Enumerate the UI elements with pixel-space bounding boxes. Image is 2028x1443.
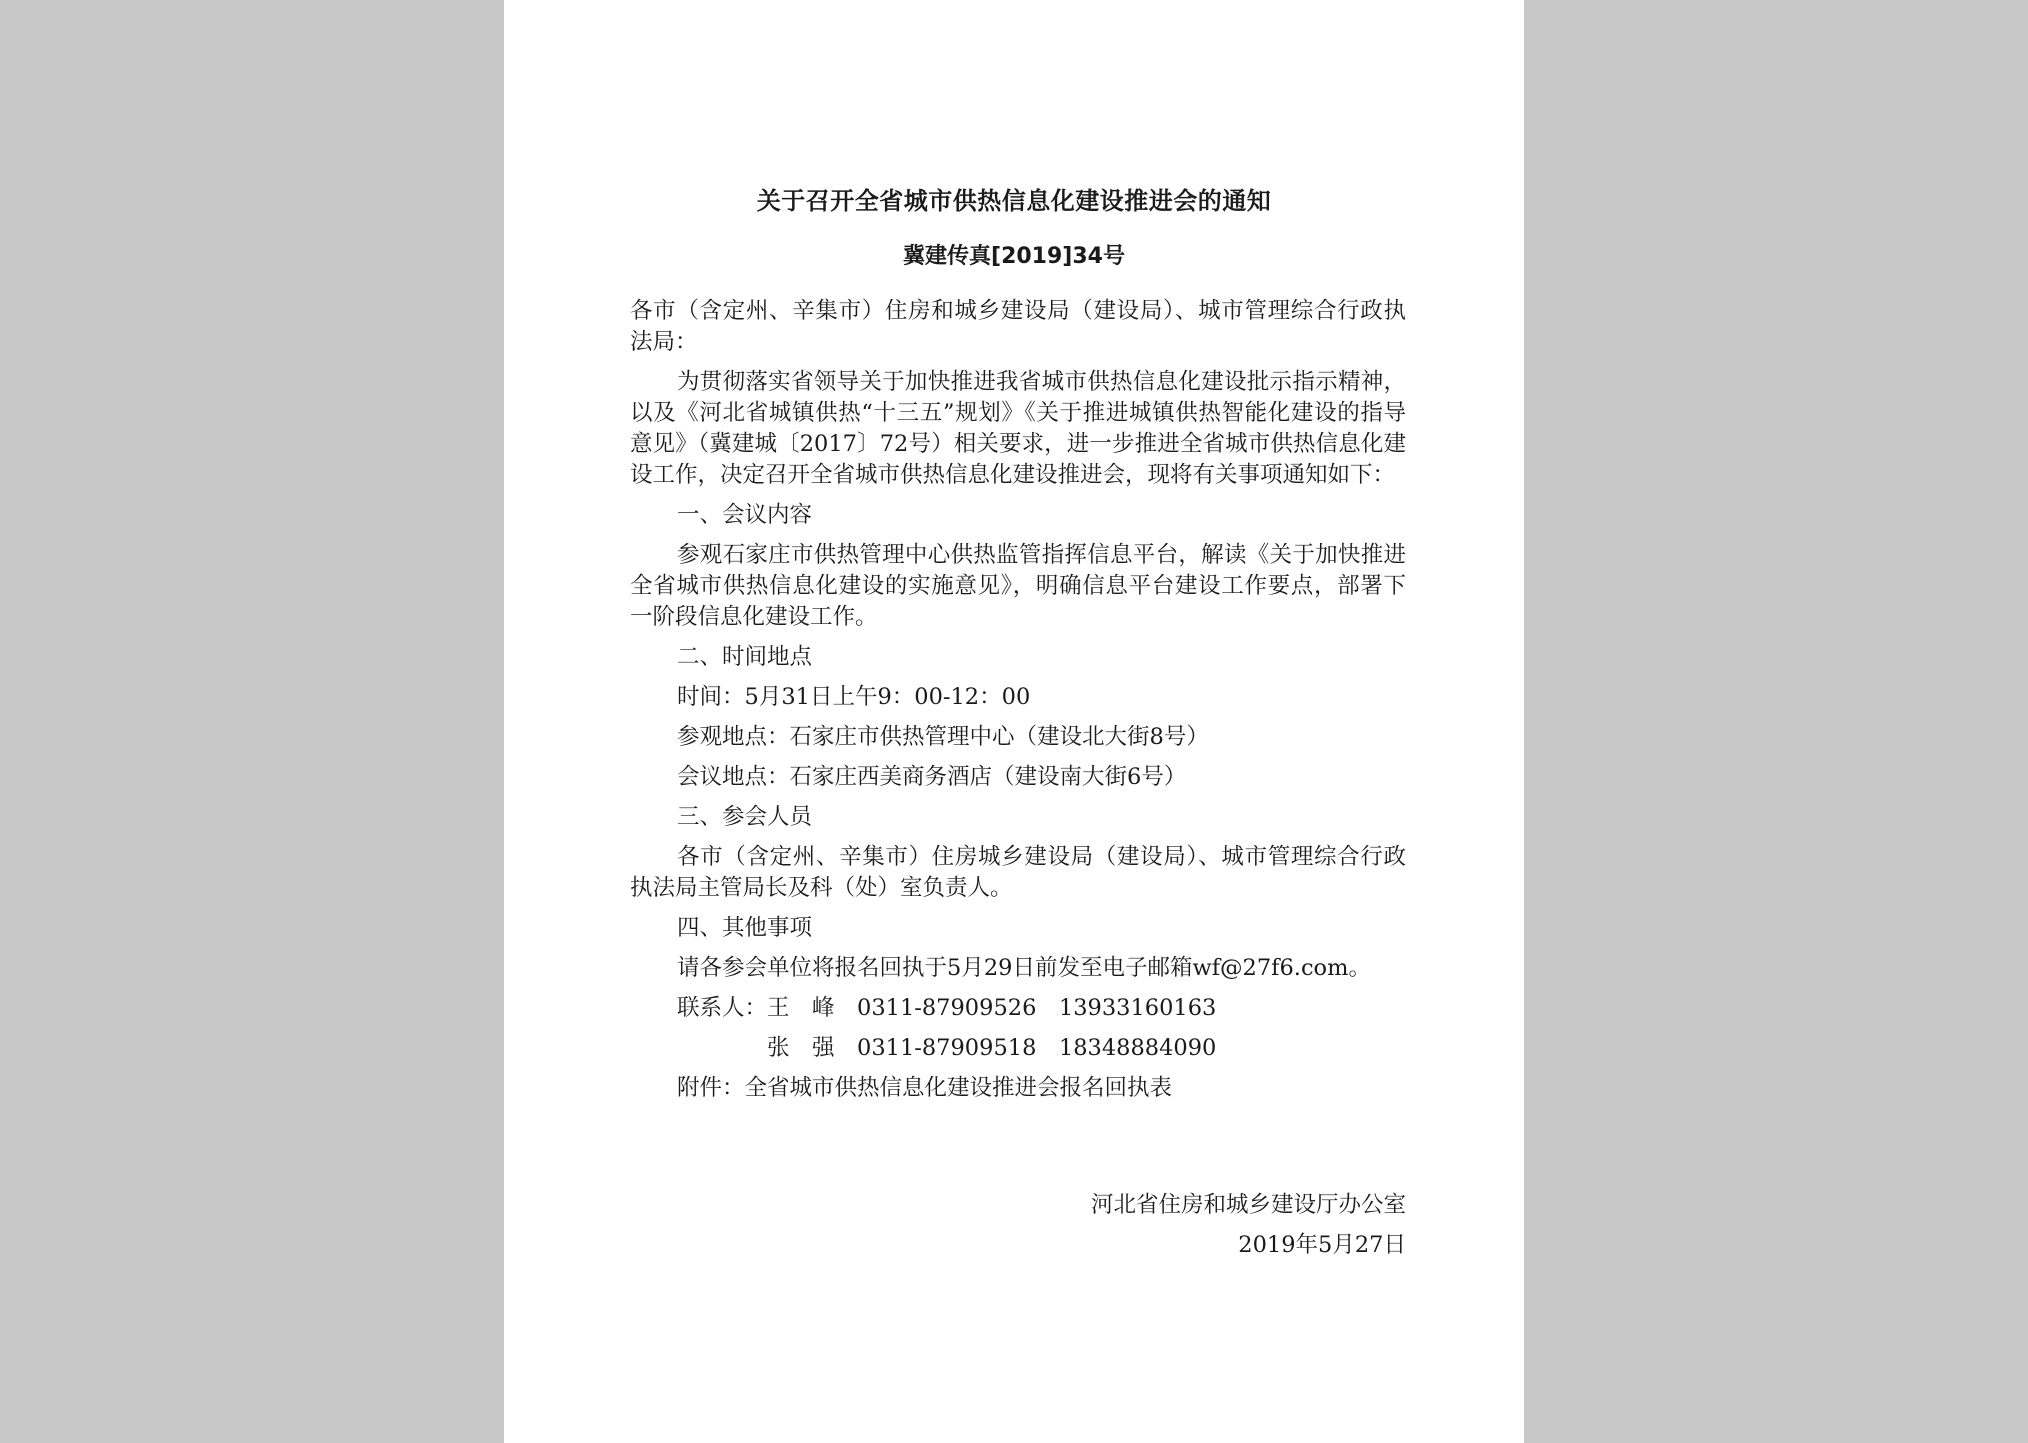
contact-person-1: 联系人：王 峰 0311-87909526 13933160163 [677, 995, 1217, 1021]
section-text-4: 请各参会单位将报名回执于5月29日前发至电子邮箱wf@27f6.com。 [677, 955, 1371, 981]
section-text-1: 参观石家庄市供热管理中心供热监管指挥信息平台，解读《关于加快推进全省城市供热信息化建设的实施意见》，明确信息平台建设工作要点，部署下一阶段信息化建设工作。 [630, 542, 1406, 630]
section-text-3: 各市（含定州、辛集市）住房城乡建设局（建设局）、城市管理综合行政执法局主管局长及科（处）室负责人。 [630, 844, 1406, 901]
signature-block [1091, 1185, 1406, 1265]
section-heading-2: 二、时间地点 [677, 644, 813, 670]
meeting-time: 时间：5月31日上午9：00-12：00 [677, 684, 1031, 710]
document-body [630, 296, 1406, 1113]
attachment-line: 附件：全省城市供热信息化建设推进会报名回执表 [677, 1075, 1173, 1101]
visit-place: 参观地点：石家庄市供热管理中心（建设北大街8号） [677, 724, 1209, 750]
document-number: 冀建传真[2019]34号 [903, 244, 1125, 269]
section-heading-1: 一、会议内容 [677, 502, 813, 528]
meeting-place: 会议地点：石家庄西美商务酒店（建设南大街6号） [677, 764, 1187, 790]
issuer: 河北省住房和城乡建设厅办公室 [1090, 1192, 1406, 1218]
addressee: 各市（含定州、辛集市）住房和城乡建设局（建设局）、城市管理综合行政执法局： [630, 298, 1406, 355]
contact-person-2: 张 强 0311-87909518 18348884090 [677, 1035, 1217, 1061]
intro-paragraph: 为贯彻落实省领导关于加快推进我省城市供热信息化建设批示指示精神，以及《河北省城镇供热“十三五”规划》《关于推进城镇供热智能化建设的指导意见》（冀建城〔2017〕72号）相关要求，进一步推进全省城市供热信息化建设工作，决定召开全省城市供热信息化建设推进会，现将有关事项通知如下： [630, 369, 1406, 488]
issue-date: 2019年5月27日 [1238, 1232, 1406, 1258]
section-heading-4: 四、其他事项 [677, 915, 813, 941]
document-title: 关于召开全省城市供热信息化建设推进会的通知 [756, 187, 1272, 215]
document-page [504, 0, 1524, 1443]
section-heading-3: 三、参会人员 [677, 804, 813, 830]
